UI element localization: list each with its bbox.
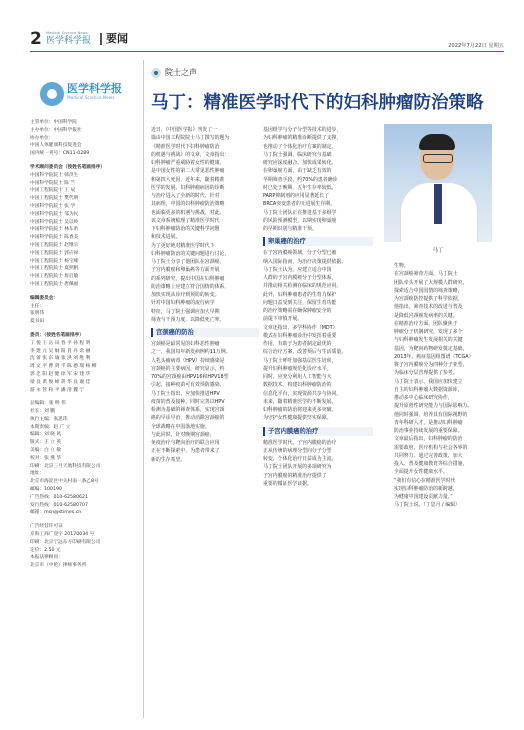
- text-line: 在卵巢癌方面，由于缺乏有效的: [263, 168, 332, 175]
- text-line: 是中国女性的第二大常见恶性肿瘤: [151, 168, 225, 175]
- masthead-line: 印刷：北京三月天地科技有限公司: [30, 463, 101, 469]
- text-line: 和第四大死因，近年来，随着精准: [151, 176, 225, 183]
- text-line: 为健康中国建设贡献力量。”: [394, 494, 453, 500]
- masthead-line: 周 文 平 曹 剑 平 陈 德 瑞 杨 柳: [30, 364, 97, 370]
- text-line: 与此同时，针对晚期宫颈癌，: [151, 431, 215, 438]
- masthead-line: 中国科学院院士 韩济生: [30, 172, 79, 178]
- text-line: 他指出，筛查技术的改进与普及: [394, 304, 463, 311]
- text-line: 前提下审慎开展。: [263, 316, 303, 323]
- text-line: 并推动相关检测在临床的规范应用。: [263, 283, 342, 290]
- masthead-line: 执行主编：张思玮: [30, 416, 68, 422]
- text-line: 为宫颈癌防控提供了科学依据。: [394, 296, 463, 302]
- masthead-line: 中国科学院院士 陈香美: [30, 235, 79, 241]
- text-line: 引起，接种疫苗可有效预防感染。: [151, 382, 225, 389]
- text-line: 同时，应充分利用人工智能与大: [263, 374, 332, 380]
- text-line: 马丁院士强调，临床研究与基础: [263, 151, 332, 158]
- text-line: 马丁院士指出，应加快推进HPV: [151, 390, 220, 397]
- text-line: 在宫颈癌筛查方面，马丁院士: [394, 271, 458, 278]
- masthead-line: 校对：张 燕 华: [30, 455, 62, 461]
- text-line: 防治事业持续发展的重要保障。: [394, 428, 463, 434]
- masthead-line: 中国科学院院士 邹为民: [30, 211, 79, 217]
- photo-tie: [434, 184, 442, 224]
- column-1-text: [151, 126, 259, 324]
- masthead-line: 京海工商广登字 20170034 号: [30, 532, 95, 538]
- column-3-text: [263, 249, 373, 422]
- masthead-line: 中国科学院院士 陈 竺: [30, 180, 76, 186]
- masthead-line: 美编：白 立 敏: [30, 448, 62, 454]
- text-line: “我们有信心在精准医学时代: [394, 477, 456, 484]
- text-line: 《精准医学时代下妇科肿瘤防治: [151, 143, 220, 150]
- text-line: 检测为基础的筛查体系，实现宫颈: [151, 407, 225, 413]
- text-line: 正从传统的病理分型向分子分型: [263, 447, 332, 454]
- text-line: 信息化平台，实现资源共享与协同。: [263, 390, 342, 397]
- text-line: 文章还指出，多学科协作（MDT）: [263, 324, 338, 331]
- masthead-line: 中国工程院院士 樊代明: [30, 196, 79, 202]
- text-line: 青年科研人才，是推动妇科肿瘤: [394, 419, 463, 426]
- text-line: 的系列研究，提出中国在妇科肿瘤: [151, 275, 225, 282]
- masthead-line: 中国工程院院士 杨宝峰: [30, 258, 79, 264]
- text-line: 2013年，癌症基因组图谱（TCGA）: [394, 353, 474, 360]
- page-header: [0, 0, 524, 56]
- subheading-cervical: 宫颈癌的防治: [151, 328, 259, 337]
- text-line: 和技术进展。: [151, 234, 181, 241]
- text-line: 人乳头瘤病毒（HPV）持续感染是: [151, 357, 225, 364]
- masthead-line: 中国工程院院士 詹启敏: [30, 274, 79, 280]
- text-line: 筛查与干预力度，以降低死亡率。: [151, 316, 225, 323]
- header-divider: [30, 51, 504, 52]
- masthead-line: 本报法律顾问：: [30, 555, 63, 561]
- column-3b-text: [263, 439, 373, 489]
- masthead-line: 主办单位：中国科学报社: [30, 127, 82, 133]
- masthead-sidebar: [30, 58, 141, 718]
- text-line: 近日，《中国医学报》刊发了一: [151, 127, 218, 133]
- text-line: 新的生存希望。: [151, 456, 186, 463]
- text-line: 将子宫内膜癌分为四种分子亚型，: [394, 362, 468, 368]
- text-line: 宫颈癌的主要病因，研究显示，约: [151, 365, 225, 372]
- text-line: 模式在妇科肿瘤诊治中发挥着重要: [263, 332, 337, 339]
- text-line: 数据技术，构建妇科肿瘤防治的: [263, 382, 332, 389]
- masthead-line: 学术顾问委员会（按姓名笔画排序）: [30, 164, 106, 170]
- text-line: 马丁院士分享了他团队在宫颈癌、: [151, 259, 225, 265]
- text-line: 文章最后指出，妇科肿瘤的防治: [394, 436, 463, 443]
- text-line: 篇由中国工程院院士马丁撰写的题为: [151, 135, 230, 142]
- text-line: 精准医学时代，子宫内膜癌的治疗: [263, 439, 337, 446]
- masthead-line: 广告热线：010-62580621: [30, 494, 88, 500]
- masthead-line: 编辑委员会：: [30, 295, 59, 301]
- subheading-endometrial: 子宫内膜癌的治疗: [263, 427, 373, 436]
- text-line: 下妇科肿瘤防治的关键科学问题: [151, 226, 220, 232]
- masthead-line: 北京市海淀区中关村南一条乙8号: [30, 479, 99, 485]
- text-line: 马丁院士团队开展的多项研究为: [263, 464, 332, 471]
- issue-date: 2022年7月22日 星期五: [448, 43, 504, 49]
- logo-text: 医学科学报: [67, 82, 122, 95]
- text-line: 为临床分层管理提供了参考。: [394, 370, 458, 377]
- masthead-line: 邮箱：msn@stimes.cn: [30, 510, 82, 516]
- column-4-text: [394, 270, 508, 509]
- text-line: 为了更好地对精准医学时代下: [151, 242, 215, 249]
- text-line: 实现妇科肿瘤防治的新跨越，: [394, 485, 458, 492]
- column-1b-text: [151, 340, 259, 464]
- text-line: 防治策略上应建立符合国情的体系，: [151, 283, 230, 290]
- text-line: 重要的循证医学证据。: [263, 480, 312, 487]
- text-line: 他同时强调，培养具有国际视野的: [394, 411, 468, 418]
- masthead-line: 委员：（按姓名笔画排序）: [30, 332, 84, 338]
- masthead-line: 国内统一刊号：CN11-0289: [30, 151, 90, 157]
- photo-glasses: [423, 154, 453, 163]
- brand-name: [46, 31, 91, 46]
- article-column-2: [263, 126, 373, 488]
- text-line: 也面临更多的机遇与挑战，对此，: [151, 209, 225, 216]
- masthead-line: 编辑：刘 晓 风: [30, 432, 62, 438]
- masthead-line: 本期责编：赵 广 立: [30, 424, 71, 430]
- masthead-line: 社长：刘 鹏: [30, 409, 55, 415]
- masthead-info: [30, 119, 141, 570]
- newspaper-logo: [40, 82, 128, 107]
- text-line: 全球战略在中国落地实施。: [151, 423, 210, 430]
- masthead-line: 发行热线：010-62580707: [30, 502, 88, 508]
- article-column-4: [394, 262, 508, 510]
- masthead-line: 中国科学院院士 张 学: [30, 203, 76, 209]
- logo-english: Medical Science News: [67, 96, 115, 101]
- text-line: 与妇科肿瘤发生发展相关的关键: [394, 337, 463, 344]
- text-line: 基因组学与分子分型等技术的进步，: [263, 127, 342, 133]
- text-line: 子宫内膜癌和卵巢癌等方面开展: [151, 267, 220, 274]
- masthead-line: 主任：: [30, 303, 45, 309]
- text-line: 在精准治疗方面，团队聚焦于: [394, 320, 458, 327]
- masthead-line: 协办单位：: [30, 135, 54, 141]
- text-line: 马丁院士认为，应建立适合中国: [263, 266, 332, 273]
- masthead-line: 中国工程院院士 赵继宗: [30, 242, 79, 248]
- text-line: 妇科肿瘤严重威胁着女性的健康，: [151, 160, 225, 166]
- text-line: 全面提升女性健康水平。: [394, 469, 448, 476]
- text-line: 其病理，中国的妇科肿瘤防治策略: [151, 201, 225, 208]
- text-line: 时已处于晚期，五年生存率较低。: [263, 184, 337, 191]
- masthead-line: 夏书田: [30, 319, 45, 325]
- text-line: 正在不断探索中，为患者带来了: [151, 448, 220, 455]
- masthead-line: 北京市（中伦）律师事务所: [30, 563, 87, 569]
- text-line: 针对中国妇科肿瘤的流行病学: [151, 300, 215, 307]
- text-line: 之一，我国每年新发病例约11万例。: [151, 349, 231, 356]
- masthead-line: 中国工程院院士 唐佩福: [30, 281, 79, 287]
- text-line: 探索适合中国国情的筛查策略，: [394, 287, 463, 294]
- masthead-line: 总编辑：张 明 伟: [30, 401, 66, 407]
- text-line: 的治疗策略需在确保肿瘤安全的: [263, 308, 332, 314]
- brand-chinese: 医学科学报: [46, 36, 92, 46]
- masthead-line: 中国工程院院士 夏照帆: [30, 266, 79, 272]
- text-line: 宫颈癌是最常见的妇科恶性肿瘤: [151, 341, 220, 347]
- text-line: 基因，为靶向药物研发奠定基础。: [394, 345, 468, 352]
- kicker-icon: [151, 68, 161, 78]
- kicker-text: 院士之声: [165, 68, 197, 77]
- masthead-line: 沈 蕾 张 东 瑜 张 洪 刘 胜 利: [30, 356, 91, 362]
- text-line: 妇科肿瘤的防治将迎来更多突破，: [263, 407, 337, 413]
- column-divider: [143, 60, 144, 718]
- text-line: BRCA突变患者的无进展生存期。: [263, 201, 335, 208]
- text-line: 共同努力，通过完善政策、加大: [394, 452, 463, 459]
- column-2-text: [263, 126, 373, 233]
- text-line: 投入、普及健康教育等综合措施，: [394, 461, 468, 467]
- text-line: 未来，随着精准医学的不断发展，: [263, 398, 337, 405]
- text-line: 在子宫内膜癌领域，分子分型已被: [263, 250, 337, 257]
- text-line: 妇科肿瘤防治的关键问题进行讨论，: [151, 250, 230, 257]
- text-line: PARP抑制剂的应用显著延长了: [263, 193, 330, 199]
- text-line: 的风险预测模型，以期实现卵巢癌: [263, 217, 337, 224]
- text-line: 与治疗进入了全新的时代，针对: [151, 193, 220, 199]
- masthead-line: 中国科学院院士 吴以岭: [30, 219, 79, 225]
- text-line: 需要政府、医疗机构与社会各界的: [394, 444, 468, 451]
- masthead-line: 邮编：100190: [30, 487, 62, 493]
- masthead-line: 广告经营许可证: [30, 524, 63, 530]
- text-line: 提升妇科肿瘤规范化诊疗水平。: [263, 365, 332, 372]
- text-line: 自主的妇科肿瘤大数据资源库，: [394, 386, 463, 393]
- section-title: 要闻: [100, 33, 128, 45]
- text-line: 为守护女性健康提供坚实保障。: [263, 415, 332, 422]
- text-line: 肿瘤分子机制研究，发现了多个: [394, 329, 463, 335]
- text-line: 为妇科肿瘤的精准诊断提供了支撑，: [263, 135, 342, 142]
- masthead-line: 版式：王 立 英: [30, 440, 62, 446]
- masthead-line: 丁 悦 王 岳 田 春 平 孙 程 明: [30, 340, 91, 346]
- text-line: 子宫内膜癌的精准治疗提供了: [263, 472, 327, 479]
- masthead-line: 中国工程院院士 郭应禄: [30, 250, 79, 256]
- text-line: 医学的发展，妇科肿瘤病因的诊断: [151, 184, 225, 191]
- text-line: 的早期识别与精准干预。: [263, 226, 317, 232]
- text-line: 综合治疗方案，改善预后与生活质量。: [263, 349, 347, 356]
- text-line: 免疫治疗与靶向治疗的联合应用: [151, 440, 220, 446]
- text-line: 马丁院士团队正在推进基于多组学: [263, 209, 337, 216]
- text-line: 作用，有助于为患者制定最优的: [263, 341, 332, 347]
- text-line: 马丁院士呼吁加强基层医生培训，: [263, 357, 337, 364]
- masthead-line: 李 建 元 吴 炯 阳 肖 丹 余 丽: [30, 348, 91, 354]
- text-line: 人群的子宫内膜癌分子分型体系，: [263, 275, 337, 281]
- text-line: 该文章系统梳理了精准医学时代: [151, 217, 220, 224]
- masthead-line: 中国人体健康科技促进会: [30, 143, 82, 149]
- text-line: 马丁院士表示，我国应加快建立: [394, 378, 463, 385]
- column-kicker: [151, 67, 197, 78]
- column-4-first-line: 生物。: [394, 263, 409, 269]
- text-line: 团队牵头开展了大规模人群研究，: [394, 279, 468, 286]
- logo-icon: [40, 82, 64, 106]
- text-line: 推动多中心临床研究协作，: [394, 395, 453, 401]
- text-line: 特征，马丁院士强调应加大早期: [151, 308, 220, 315]
- photo-caption: 马丁: [432, 248, 444, 254]
- text-line: 研究应深度融合，加快成果转化。: [263, 160, 337, 166]
- page-number: 2: [30, 29, 42, 49]
- masthead-line: 郭 忠 阳 赵 健 徐 军 宋 建 华: [30, 371, 91, 377]
- masthead-line: 印刷：北京宁远东方印刷有限公司: [30, 539, 101, 545]
- text-line: 加快实现从诊疗到预防的转变。: [151, 292, 220, 298]
- masthead-line: 中国科学院院士 林东昕: [30, 227, 79, 233]
- masthead-line: 地址：: [30, 471, 45, 477]
- text-line: 疫苗的普及接种，同时完善以HPV: [151, 398, 225, 405]
- text-line: 的机遇与挑战》的文章，文章指出：: [151, 151, 230, 158]
- text-line: 癌的早诊早治，推动消除宫颈癌的: [151, 415, 225, 422]
- masthead-line: 张明伟: [30, 311, 45, 317]
- text-line: 早期筛查手段，约70%的患者确诊: [263, 176, 338, 183]
- text-line: 提升原创性研究能力与国际影响力。: [394, 403, 473, 410]
- text-line: 问题日益受到关注，保留生育功能: [263, 299, 337, 306]
- text-line: 转变，个体化治疗日益成为主流。: [263, 456, 337, 462]
- masthead-line: 主管单位：中国科学院: [30, 120, 77, 125]
- masthead-line: 梁 良 黄 俊 峰 蒋 华 良 谢 佳: [30, 379, 91, 385]
- masthead-line: 定价：2.50 元: [30, 547, 61, 553]
- text-line: 也推动了个体化治疗方案的制定。: [263, 143, 337, 150]
- text-line: 纳入国际指南，为治疗决策提供依据。: [263, 258, 347, 265]
- text-line: 此外，妇科肿瘤患者的生育力保护: [263, 291, 337, 298]
- subheading-ovarian: 卵巢癌的治疗: [263, 237, 373, 246]
- text-line: 马丁院士说。（丁思月 / 编辑）: [394, 502, 460, 509]
- text-line: 70%的宫颈癌由HPV16和HPV18型: [151, 374, 229, 380]
- article-column-1: [151, 126, 259, 464]
- text-line: 是降低宫颈癌发病率的关键。: [394, 312, 458, 319]
- photo-hair: [419, 134, 455, 150]
- article-headline: 马丁：精准医学时代下的妇科肿瘤防治策略: [151, 93, 484, 113]
- masthead-line: 游 永 管 和 平 潘 清 魏 宁: [30, 387, 85, 393]
- portrait-photo: [384, 124, 492, 242]
- brand-english: Medical Science News: [46, 31, 88, 35]
- masthead-line: 中国工程院院士 王 辰: [30, 188, 76, 194]
